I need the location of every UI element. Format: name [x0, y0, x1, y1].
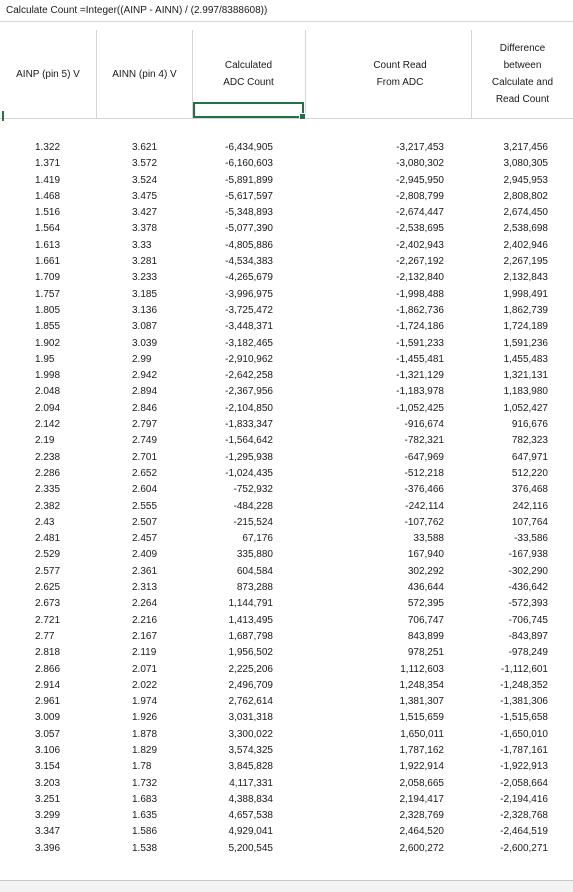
- cell-read-count[interactable]: -3,080,302: [396, 158, 444, 170]
- cell-ainp[interactable]: 1.564: [35, 223, 61, 235]
- cell-ainn[interactable]: 2.797: [132, 419, 158, 431]
- cell-calculated-count[interactable]: 4,929,041: [228, 826, 273, 838]
- cell-ainp[interactable]: 1.371: [35, 158, 61, 170]
- table-row: [0, 270, 573, 286]
- cell-ainp[interactable]: 3.299: [35, 810, 61, 822]
- cell-ainp[interactable]: 2.529: [35, 549, 61, 561]
- table-row: [0, 352, 573, 368]
- table-row: [0, 776, 573, 792]
- cell-ainn[interactable]: 2.361: [132, 565, 158, 577]
- cell-read-count[interactable]: -1,724,186: [396, 321, 444, 333]
- cell-read-count[interactable]: 436,644: [407, 582, 444, 594]
- table-row: [0, 450, 573, 466]
- cell-difference[interactable]: 1,455,483: [503, 353, 548, 365]
- cell-difference[interactable]: -572,393: [508, 598, 548, 610]
- table-row: [0, 645, 573, 661]
- cell-ainp[interactable]: 2.382: [35, 500, 61, 512]
- cell-ainp[interactable]: 3.154: [35, 761, 61, 773]
- cell-ainn[interactable]: 3.233: [132, 272, 158, 284]
- table-row: [0, 515, 573, 531]
- cell-calculated-count[interactable]: 1,687,798: [228, 630, 273, 642]
- cell-ainn[interactable]: 3.572: [132, 158, 158, 170]
- table-row: [0, 580, 573, 596]
- cell-difference[interactable]: -436,642: [508, 582, 548, 594]
- cell-calculated-count[interactable]: 335,880: [236, 549, 273, 561]
- cell-ainp[interactable]: 2.866: [35, 663, 61, 675]
- cell-ainp[interactable]: 3.106: [35, 744, 61, 756]
- cell-calculated-count[interactable]: -5,077,390: [225, 223, 273, 235]
- cell-difference[interactable]: 1,724,189: [503, 321, 548, 333]
- table-row: [0, 662, 573, 678]
- cell-ainp[interactable]: 2.19: [35, 435, 55, 447]
- column-divider: [305, 30, 306, 118]
- cell-difference[interactable]: 376,468: [511, 484, 548, 496]
- cell-ainp[interactable]: 1.757: [35, 288, 61, 300]
- cell-calculated-count[interactable]: -1,024,435: [225, 467, 273, 479]
- cell-read-count[interactable]: -2,674,447: [396, 207, 444, 219]
- cell-read-count[interactable]: 2,464,520: [399, 826, 444, 838]
- cell-difference[interactable]: 1,862,739: [503, 304, 548, 316]
- table-row: [0, 824, 573, 840]
- cell-calculated-count[interactable]: -2,642,258: [225, 370, 273, 382]
- cell-ainp[interactable]: 1.709: [35, 272, 61, 284]
- table-row: [0, 189, 573, 205]
- header-read-count[interactable]: Count Read From ADC: [373, 60, 427, 88]
- cell-ainn[interactable]: 1.926: [132, 712, 158, 724]
- cell-ainp[interactable]: 2.961: [35, 696, 61, 708]
- table-row: [0, 238, 573, 254]
- cell-calculated-count[interactable]: 873,288: [236, 582, 273, 594]
- cell-ainn[interactable]: 2.071: [132, 663, 158, 675]
- row-selection-marker: [2, 111, 4, 121]
- table-row: [0, 482, 573, 498]
- header-ainn[interactable]: AINN (pin 4) V: [112, 68, 177, 80]
- cell-read-count[interactable]: 302,292: [407, 565, 444, 577]
- cell-difference[interactable]: 512,220: [511, 467, 548, 479]
- table-row: [0, 759, 573, 775]
- cell-read-count[interactable]: -1,455,481: [396, 353, 444, 365]
- cell-difference[interactable]: -1,922,913: [500, 761, 548, 773]
- cell-difference[interactable]: 2,538,698: [503, 223, 548, 235]
- cell-ainp[interactable]: 2.77: [35, 630, 55, 642]
- cell-ainn[interactable]: 1.635: [132, 810, 158, 822]
- cell-difference[interactable]: -2,328,768: [500, 810, 548, 822]
- header-difference[interactable]: Difference between Calculate and Read Count: [491, 43, 554, 105]
- cell-calculated-count[interactable]: -4,265,679: [225, 272, 273, 284]
- cell-difference[interactable]: -167,938: [508, 549, 548, 561]
- cell-difference[interactable]: -2,600,271: [500, 842, 548, 854]
- cell-calculated-count[interactable]: 2,225,206: [228, 663, 273, 675]
- cell-calculated-count[interactable]: -6,160,603: [225, 158, 273, 170]
- cell-ainn[interactable]: 1.732: [132, 777, 158, 789]
- cell-calculated-count[interactable]: -3,448,371: [225, 321, 273, 333]
- cell-read-count[interactable]: 1,787,162: [399, 744, 444, 756]
- table-row: [0, 743, 573, 759]
- cell-ainn[interactable]: 2.119: [132, 647, 157, 659]
- cell-ainp[interactable]: 2.673: [35, 598, 61, 610]
- table-row: [0, 841, 573, 857]
- cell-calculated-count[interactable]: -4,534,383: [225, 256, 273, 268]
- cell-read-count[interactable]: 2,194,417: [399, 793, 444, 805]
- cell-calculated-count[interactable]: 604,584: [236, 565, 273, 577]
- cell-read-count[interactable]: -2,945,950: [396, 174, 444, 186]
- cell-ainp[interactable]: 2.481: [35, 533, 61, 545]
- formula-bar[interactable]: Calculate Count =Integer((AINP - AINN) / (2.997/8388608)): [0, 0, 573, 22]
- cell-ainn[interactable]: 1.538: [132, 842, 158, 854]
- cell-calculated-count[interactable]: -6,434,905: [225, 142, 273, 153]
- cell-ainp[interactable]: 1.613: [35, 239, 61, 251]
- table-row: [0, 336, 573, 352]
- cell-read-count[interactable]: -916,674: [404, 419, 444, 431]
- cell-calculated-count[interactable]: 3,300,022: [228, 728, 273, 740]
- cell-difference[interactable]: -302,290: [508, 565, 548, 577]
- cell-difference[interactable]: 916,676: [511, 419, 548, 431]
- cell-ainn[interactable]: 2.942: [132, 370, 158, 382]
- header-calculated-count[interactable]: Calculated ADC Count: [223, 60, 274, 88]
- cell-ainp[interactable]: 1.468: [35, 190, 61, 202]
- cell-difference[interactable]: 242,116: [512, 500, 548, 512]
- cell-read-count[interactable]: -2,538,695: [396, 223, 444, 235]
- cell-ainp[interactable]: 2.286: [35, 467, 61, 479]
- cell-ainn[interactable]: 1.878: [132, 728, 158, 740]
- sheet-tab-strip: [0, 880, 573, 892]
- cell-difference[interactable]: 3,217,456: [503, 142, 548, 153]
- cell-ainp[interactable]: 1.516: [35, 207, 61, 219]
- cell-difference[interactable]: -978,249: [508, 647, 548, 659]
- cell-ainn[interactable]: 3.475: [132, 190, 158, 202]
- data-table: [0, 140, 573, 857]
- cell-ainp[interactable]: 1.902: [35, 337, 61, 349]
- cell-calculated-count[interactable]: -484,228: [233, 500, 273, 512]
- table-row: [0, 792, 573, 808]
- cell-ainp[interactable]: 2.914: [35, 679, 61, 691]
- cell-difference[interactable]: 3,080,305: [503, 158, 548, 170]
- cell-read-count[interactable]: 1,922,914: [399, 761, 444, 773]
- cell-ainn[interactable]: 2.604: [132, 484, 158, 496]
- cell-read-count[interactable]: 706,747: [407, 614, 444, 626]
- cell-difference[interactable]: 2,267,195: [503, 256, 548, 268]
- cell-calculated-count[interactable]: 2,762,614: [228, 696, 273, 708]
- cell-read-count[interactable]: 978,251: [407, 647, 444, 659]
- column-divider: [96, 30, 97, 118]
- cell-calculated-count[interactable]: -752,932: [233, 484, 273, 496]
- cell-calculated-count[interactable]: -2,104,850: [225, 402, 273, 414]
- cell-ainn[interactable]: 3.378: [132, 223, 158, 235]
- cell-calculated-count[interactable]: -5,891,899: [225, 174, 273, 186]
- cell-calculated-count[interactable]: -5,617,597: [225, 190, 273, 202]
- cell-calculated-count[interactable]: -3,725,472: [225, 304, 273, 316]
- cell-ainp[interactable]: 3.347: [35, 826, 61, 838]
- table-row: [0, 384, 573, 400]
- cell-difference[interactable]: -1,112,601: [500, 663, 548, 675]
- cell-read-count[interactable]: -2,132,840: [396, 272, 444, 284]
- cell-calculated-count[interactable]: -215,524: [233, 516, 273, 528]
- cell-ainn[interactable]: 3.524: [132, 174, 158, 186]
- table-row: [0, 629, 573, 645]
- cell-calculated-count[interactable]: -1,295,938: [225, 451, 273, 463]
- table-row: [0, 319, 573, 335]
- table-row: [0, 596, 573, 612]
- cell-read-count[interactable]: -107,762: [404, 516, 444, 528]
- cell-ainp[interactable]: 2.094: [35, 402, 61, 414]
- cell-ainp[interactable]: 1.419: [35, 174, 61, 186]
- cell-calculated-count[interactable]: 2,496,709: [228, 679, 273, 691]
- cell-read-count[interactable]: 572,395: [407, 598, 444, 610]
- cell-ainp[interactable]: 1.855: [35, 321, 61, 333]
- cell-read-count[interactable]: 1,381,307: [399, 696, 444, 708]
- cell-read-count[interactable]: -782,321: [404, 435, 444, 447]
- cell-ainn[interactable]: 2.749: [132, 435, 158, 447]
- cell-read-count[interactable]: -376,466: [404, 484, 444, 496]
- cell-ainp[interactable]: 2.048: [35, 386, 61, 398]
- cell-ainn[interactable]: 2.022: [132, 679, 158, 691]
- table-row: [0, 499, 573, 515]
- cell-difference[interactable]: 107,764: [511, 516, 548, 528]
- cell-calculated-count[interactable]: 4,657,538: [228, 810, 273, 822]
- cell-difference[interactable]: 782,323: [511, 435, 548, 447]
- cell-ainp[interactable]: 2.577: [35, 565, 61, 577]
- table-row: [0, 710, 573, 726]
- cell-read-count[interactable]: 843,899: [407, 630, 444, 642]
- cell-read-count[interactable]: -512,218: [404, 467, 444, 479]
- table-row: [0, 694, 573, 710]
- cell-ainn[interactable]: 1.683: [132, 793, 158, 805]
- cell-ainn[interactable]: 2.457: [132, 533, 158, 545]
- cell-calculated-count[interactable]: -2,910,962: [225, 353, 273, 365]
- cell-ainp[interactable]: 2.238: [35, 451, 61, 463]
- cell-ainp[interactable]: 1.998: [35, 370, 61, 382]
- table-row: [0, 466, 573, 482]
- table-row: [0, 417, 573, 433]
- cell-read-count[interactable]: -242,114: [405, 500, 444, 512]
- cell-read-count[interactable]: 167,940: [407, 549, 444, 561]
- cell-calculated-count[interactable]: 3,845,828: [228, 761, 273, 773]
- cell-read-count[interactable]: 33,588: [413, 533, 444, 545]
- cell-ainp[interactable]: 2.818: [35, 647, 61, 659]
- cell-difference[interactable]: -1,381,306: [500, 696, 548, 708]
- cell-ainn[interactable]: 2.555: [132, 500, 158, 512]
- cell-ainn[interactable]: 2.507: [132, 516, 158, 528]
- cell-read-count[interactable]: 2,328,769: [399, 810, 444, 822]
- table-row: [0, 140, 573, 156]
- table-row: [0, 221, 573, 237]
- cell-calculated-count[interactable]: 1,413,495: [228, 614, 273, 626]
- cell-ainn[interactable]: 3.087: [132, 321, 158, 333]
- cell-ainp[interactable]: 3.396: [35, 842, 61, 854]
- cell-calculated-count[interactable]: -4,805,886: [225, 239, 273, 251]
- cell-read-count[interactable]: 1,248,354: [399, 679, 444, 691]
- cell-ainn[interactable]: 2.167: [132, 630, 158, 642]
- cell-difference[interactable]: 1,591,236: [503, 337, 548, 349]
- cell-ainn[interactable]: 1.974: [132, 696, 158, 708]
- cell-difference[interactable]: 1,998,491: [503, 288, 548, 300]
- cell-read-count[interactable]: -1,862,736: [396, 304, 444, 316]
- cell-difference[interactable]: -1,650,010: [500, 728, 548, 740]
- cell-ainn[interactable]: 1.829: [132, 744, 158, 756]
- cell-difference[interactable]: 2,945,953: [503, 174, 548, 186]
- cell-difference[interactable]: -2,194,416: [500, 793, 548, 805]
- cell-read-count[interactable]: -1,321,129: [396, 370, 444, 382]
- cell-calculated-count[interactable]: 4,388,834: [228, 793, 273, 805]
- cell-read-count[interactable]: -2,267,192: [396, 256, 444, 268]
- cell-calculated-count[interactable]: 3,031,318: [228, 712, 273, 724]
- cell-difference[interactable]: 1,052,427: [503, 402, 548, 414]
- cell-calculated-count[interactable]: 1,144,791: [228, 598, 273, 610]
- cell-ainn[interactable]: 2.409: [132, 549, 158, 561]
- cell-difference[interactable]: -2,058,664: [500, 777, 548, 789]
- cell-difference[interactable]: -2,464,519: [500, 826, 548, 838]
- table-row: [0, 613, 573, 629]
- table-row: [0, 254, 573, 270]
- cell-ainp[interactable]: 1.805: [35, 304, 61, 316]
- cell-ainn[interactable]: 2.99: [132, 353, 152, 365]
- cell-calculated-count[interactable]: -5,348,893: [225, 207, 273, 219]
- cell-calculated-count[interactable]: 67,176: [242, 533, 273, 545]
- cell-ainn[interactable]: 3.185: [132, 288, 158, 300]
- cell-ainn[interactable]: 3.039: [132, 337, 158, 349]
- table-row: [0, 727, 573, 743]
- cell-ainn[interactable]: 2.216: [132, 614, 158, 626]
- cell-ainn[interactable]: 3.427: [132, 207, 158, 219]
- cell-ainp[interactable]: 1.661: [35, 256, 61, 268]
- cell-ainp[interactable]: 1.95: [35, 353, 55, 365]
- table-row: [0, 678, 573, 694]
- cell-read-count[interactable]: -3,217,453: [396, 142, 444, 153]
- cell-ainn[interactable]: 2.313: [132, 582, 158, 594]
- cell-ainp[interactable]: 1.322: [35, 142, 61, 153]
- fill-handle[interactable]: [299, 113, 306, 120]
- table-row: [0, 173, 573, 189]
- cell-calculated-count[interactable]: -1,833,347: [225, 419, 273, 431]
- header-ainp[interactable]: AINP (pin 5) V: [16, 68, 80, 80]
- cell-ainp[interactable]: 3.057: [35, 728, 61, 740]
- cell-difference[interactable]: 2,132,843: [503, 272, 548, 284]
- selected-cell[interactable]: [193, 102, 304, 118]
- cell-read-count[interactable]: -2,808,799: [396, 190, 444, 202]
- cell-difference[interactable]: -843,897: [508, 630, 548, 642]
- cell-ainn[interactable]: 2.264: [132, 598, 158, 610]
- cell-ainn[interactable]: 3.281: [132, 256, 158, 268]
- cell-difference[interactable]: -1,515,658: [500, 712, 548, 724]
- cell-read-count[interactable]: -1,052,425: [396, 402, 444, 414]
- table-row: [0, 808, 573, 824]
- table-row: [0, 368, 573, 384]
- cell-ainn[interactable]: 3.621: [132, 142, 158, 153]
- table-row: [0, 303, 573, 319]
- cell-difference[interactable]: -1,787,161: [500, 744, 548, 756]
- table-row: [0, 205, 573, 221]
- cell-difference[interactable]: 2,402,946: [503, 239, 548, 251]
- table-row: [0, 156, 573, 172]
- cell-calculated-count[interactable]: -1,564,642: [225, 435, 273, 447]
- cell-ainn[interactable]: 1.78: [132, 761, 152, 773]
- cell-ainp[interactable]: 3.251: [35, 793, 61, 805]
- cell-read-count[interactable]: 2,058,665: [399, 777, 444, 789]
- cell-ainn[interactable]: 2.652: [132, 467, 158, 479]
- cell-difference[interactable]: 1,183,980: [503, 386, 548, 398]
- column-divider: [471, 30, 472, 118]
- cell-ainp[interactable]: 2.335: [35, 484, 61, 496]
- cell-difference[interactable]: 2,808,802: [503, 190, 548, 202]
- cell-difference[interactable]: 2,674,450: [503, 207, 548, 219]
- cell-read-count[interactable]: 1,650,011: [400, 728, 444, 740]
- cell-calculated-count[interactable]: 1,956,502: [228, 647, 273, 659]
- cell-ainn[interactable]: 2.701: [132, 451, 158, 463]
- cell-ainp[interactable]: 2.625: [35, 582, 61, 594]
- cell-difference[interactable]: -1,248,352: [500, 679, 548, 691]
- cell-difference[interactable]: 1,321,131: [503, 370, 548, 382]
- cell-calculated-count[interactable]: 4,117,331: [229, 777, 273, 789]
- cell-calculated-count[interactable]: -3,996,975: [225, 288, 273, 300]
- cell-read-count[interactable]: -1,183,978: [396, 386, 444, 398]
- cell-read-count[interactable]: -2,402,943: [396, 239, 444, 251]
- cell-ainp[interactable]: 2.43: [35, 516, 55, 528]
- cell-read-count[interactable]: -1,998,488: [396, 288, 444, 300]
- cell-read-count[interactable]: 1,112,603: [400, 663, 444, 675]
- cell-ainn[interactable]: 3.136: [132, 304, 158, 316]
- table-row: [0, 401, 573, 417]
- table-row: [0, 547, 573, 563]
- cell-calculated-count[interactable]: 5,200,545: [228, 842, 273, 854]
- cell-ainp[interactable]: 2.721: [35, 614, 61, 626]
- cell-read-count[interactable]: 2,600,272: [399, 842, 444, 854]
- cell-ainp[interactable]: 2.142: [35, 419, 61, 431]
- cell-read-count[interactable]: -647,969: [404, 451, 444, 463]
- cell-ainp[interactable]: 3.203: [35, 777, 61, 789]
- table-row: [0, 531, 573, 547]
- cell-difference[interactable]: 647,971: [511, 451, 548, 463]
- cell-calculated-count[interactable]: 3,574,325: [228, 744, 273, 756]
- table-row: [0, 287, 573, 303]
- cell-ainn[interactable]: 3.33: [132, 239, 152, 251]
- cell-difference[interactable]: -706,745: [508, 614, 548, 626]
- cell-ainn[interactable]: 2.846: [132, 402, 158, 414]
- table-row: [0, 433, 573, 449]
- table-row: [0, 564, 573, 580]
- cell-ainp[interactable]: 3.009: [35, 712, 61, 724]
- cell-calculated-count[interactable]: -2,367,956: [225, 386, 273, 398]
- cell-read-count[interactable]: 1,515,659: [399, 712, 444, 724]
- cell-ainn[interactable]: 2.894: [132, 386, 158, 398]
- cell-calculated-count[interactable]: -3,182,465: [225, 337, 273, 349]
- cell-difference[interactable]: -33,586: [514, 533, 548, 545]
- cell-ainn[interactable]: 1.586: [132, 826, 158, 838]
- cell-read-count[interactable]: -1,591,233: [396, 337, 444, 349]
